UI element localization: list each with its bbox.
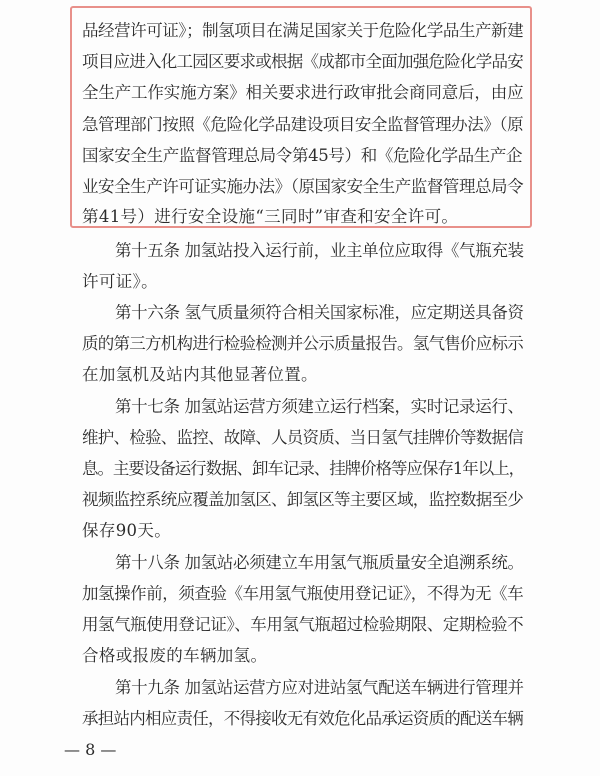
text-line-4: 急管理部门按照《危险化学品建设项目安全监督管理办法》（原 — [82, 115, 524, 134]
text-line-10: 第十六条 氢气质量须符合相关国家标准，应定期送具备资 — [115, 303, 524, 322]
text-line-5: 国家安全生产监督管理总局令第45号）和《危险化学品生产企 — [82, 146, 523, 165]
text-line-12: 在加氢机及站内其他显著位置。 — [82, 365, 318, 384]
text-line-16: 视频监控系统应覆盖加氢区、卸氢区等主要区域，监控数据至少 — [82, 490, 523, 509]
text-line-11: 质的第三方机构进行检验检测并公示质量报告。氢气售价应标示 — [82, 334, 523, 353]
text-line-2: 项目应进入化工园区要求或根据《成都市全面加强危险化学品安 — [82, 52, 523, 71]
text-line-22: 第十九条 加氢站运营方应对进站氢气配送车辆进行管理并 — [115, 678, 524, 697]
text-line-1: 品经营许可证》；制氢项目在满足国家关于危险化学品生产新建 — [82, 21, 524, 40]
text-line-19: 加氢操作前，须查验《车用氢气瓶使用登记证》，不得为无《车 — [82, 584, 524, 603]
text-line-17: 保存90天。 — [82, 521, 172, 540]
page-number: — 8 — — [64, 740, 117, 759]
text-line-9: 许可证》。 — [82, 272, 158, 291]
text-line-15: 息。主要设备运行数据、卸车记录、挂牌价格等应保存1年以上， — [82, 459, 525, 478]
text-line-21: 合格或报废的车辆加氢。 — [82, 646, 268, 665]
text-line-8: 第十五条 加氢站投入运行前，业主单位应取得《气瓶充装 — [115, 241, 524, 260]
text-line-14: 维护、检验、监控、故障、人员资质、当日氢气挂牌价等数据信 — [82, 428, 523, 447]
text-line-6: 业安全生产许可证实施办法》（原国家安全生产监督管理总局令 — [82, 177, 524, 196]
text-line-7: 第41号）进行安全设施“三同时”审查和安全许可。 — [82, 207, 459, 226]
text-line-13: 第十七条 加氢站运营方须建立运行档案，实时记录运行、 — [115, 397, 524, 416]
text-line-3: 全生产工作实施方案》相关要求进行政审批会商同意后，由应 — [82, 83, 524, 102]
text-line-20: 用氢气瓶使用登记证》、车用氢气瓶超过检验期限、定期检验不 — [82, 615, 524, 634]
text-line-18: 第十八条 加氢站必须建立车用氢气瓶质量安全追溯系统。 — [115, 553, 524, 572]
text-line-23: 承担站内相应责任，不得接收无有效危化品承运资质的配送车辆 — [82, 709, 523, 728]
